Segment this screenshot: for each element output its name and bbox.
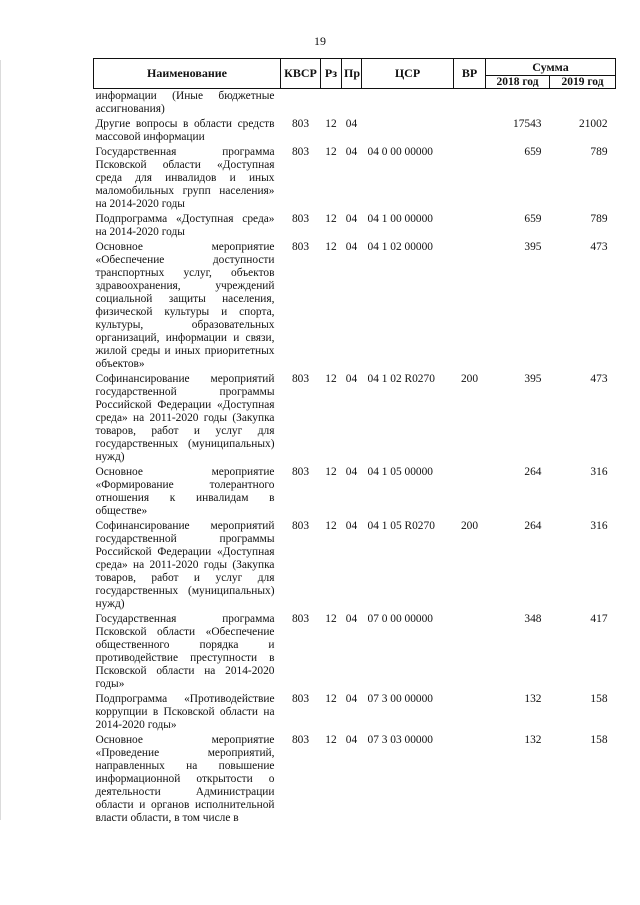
row-pr bbox=[342, 89, 362, 118]
table-row bbox=[94, 212, 616, 240]
row-rz: 12 bbox=[325, 613, 337, 625]
row-kvsr: 803 bbox=[291, 373, 310, 385]
table-row bbox=[94, 519, 616, 612]
row-name: Основное мероприятие «Формирование толерантного отношения к инвалидам в обществе» bbox=[95, 466, 275, 517]
row-vr bbox=[454, 465, 486, 519]
row-sum-2018: 264 bbox=[524, 466, 542, 478]
row-sum-2018: 132 bbox=[524, 693, 542, 705]
row-pr: 04 bbox=[345, 146, 358, 158]
header-rz: Рз bbox=[321, 59, 342, 89]
row-csr: 07 3 00 00000 bbox=[367, 693, 433, 705]
row-vr bbox=[454, 89, 486, 118]
table-row bbox=[94, 117, 616, 145]
row-kvsr: 803 bbox=[291, 693, 310, 705]
table-row bbox=[94, 372, 616, 465]
row-pr: 04 bbox=[345, 213, 358, 225]
row-sum-2018: 348 bbox=[524, 613, 542, 625]
table-header bbox=[94, 59, 616, 89]
row-name: Государственная программа Псковской области «Доступная среда для инвалидов и иных маломобильных групп населения» на 2014-2020 годы bbox=[95, 146, 275, 210]
row-sum-2019: 473 bbox=[590, 373, 608, 385]
row-vr bbox=[454, 212, 486, 240]
row-vr bbox=[454, 240, 486, 372]
header-vr: ВР bbox=[454, 59, 486, 89]
table-row bbox=[94, 145, 616, 212]
row-rz: 12 bbox=[325, 213, 337, 225]
row-sum-2019: 158 bbox=[590, 734, 608, 746]
row-pr: 04 bbox=[345, 466, 358, 478]
header-year-2019: 2019 год bbox=[550, 76, 616, 89]
row-kvsr: 803 bbox=[291, 520, 310, 532]
row-csr: 04 1 02 00000 bbox=[367, 241, 433, 253]
row-name: Софинансирование мероприятий государственной программы Российской Федерации «Доступная среда» на 2011-2020 годы (Закупка товаров, работ и услуг для государственных (муниципальных) нужд) bbox=[95, 373, 275, 463]
table-row bbox=[94, 733, 616, 826]
row-sum-2019: 417 bbox=[590, 613, 608, 625]
row-sum-2019: 316 bbox=[590, 520, 608, 532]
row-kvsr: 803 bbox=[291, 613, 310, 625]
table-row bbox=[94, 612, 616, 692]
row-csr: 04 1 05 00000 bbox=[367, 466, 433, 478]
row-kvsr bbox=[281, 89, 321, 118]
row-pr: 04 bbox=[345, 373, 358, 385]
table-row bbox=[94, 240, 616, 372]
row-name: Другие вопросы в области средств массовой информации bbox=[95, 118, 275, 143]
row-csr: 04 0 00 00000 bbox=[367, 146, 433, 158]
page-number: 19 bbox=[314, 34, 326, 48]
header-name: Наименование bbox=[94, 59, 281, 89]
table-row bbox=[94, 465, 616, 519]
row-vr bbox=[454, 733, 486, 826]
row-rz: 12 bbox=[325, 466, 337, 478]
row-vr: 200 bbox=[460, 520, 479, 532]
row-rz: 12 bbox=[325, 373, 337, 385]
header-csr: ЦСР bbox=[362, 59, 454, 89]
header-sum: Сумма bbox=[486, 59, 616, 76]
row-rz: 12 bbox=[325, 118, 337, 130]
row-name: Государственная программа Псковской области «Обеспечение общественного порядка и противодействие преступности в Псковской области на 2014-2020 годы» bbox=[95, 613, 275, 690]
row-sum-2019: 789 bbox=[590, 213, 608, 225]
row-sum-2019: 789 bbox=[590, 146, 608, 158]
row-kvsr: 803 bbox=[291, 118, 310, 130]
row-rz: 12 bbox=[325, 146, 337, 158]
row-kvsr: 803 bbox=[291, 213, 310, 225]
row-kvsr: 803 bbox=[291, 734, 310, 746]
row-sum-2018: 659 bbox=[524, 213, 542, 225]
row-pr: 04 bbox=[345, 693, 358, 705]
row-sum-2019: 316 bbox=[590, 466, 608, 478]
row-name: Подпрограмма «Доступная среда» на 2014-2020 годы bbox=[95, 213, 275, 238]
row-pr: 04 bbox=[345, 118, 358, 130]
row-sum-2018: 395 bbox=[524, 373, 542, 385]
row-rz: 12 bbox=[325, 241, 337, 253]
row-pr: 04 bbox=[345, 520, 358, 532]
row-csr: 04 1 02 R0270 bbox=[367, 373, 435, 385]
row-sum-2018 bbox=[486, 89, 550, 118]
row-kvsr: 803 bbox=[291, 146, 310, 158]
header-year-2018: 2018 год bbox=[486, 76, 550, 89]
row-name: Софинансирование мероприятий государственной программы Российской Федерации «Доступная среда» на 2011-2020 годы (Закупка товаров, работ и услуг для государственных (муниципальных) нужд) bbox=[95, 520, 275, 610]
row-sum-2019: 158 bbox=[590, 693, 608, 705]
row-vr bbox=[454, 692, 486, 733]
row-rz: 12 bbox=[325, 693, 337, 705]
row-csr: 04 1 00 00000 bbox=[367, 213, 433, 225]
row-vr bbox=[454, 145, 486, 212]
row-pr: 04 bbox=[345, 241, 358, 253]
row-pr: 04 bbox=[345, 734, 358, 746]
header-kvsr: КВСР bbox=[281, 59, 321, 89]
header-pr: Пр bbox=[342, 59, 362, 89]
row-rz: 12 bbox=[325, 734, 337, 746]
row-kvsr: 803 bbox=[291, 466, 310, 478]
budget-table bbox=[93, 58, 616, 826]
row-pr: 04 bbox=[345, 613, 358, 625]
row-sum-2019 bbox=[550, 89, 616, 118]
row-kvsr: 803 bbox=[291, 241, 310, 253]
table-body bbox=[94, 89, 616, 827]
row-vr bbox=[454, 117, 486, 145]
row-sum-2018: 395 bbox=[524, 241, 542, 253]
table-row bbox=[94, 89, 616, 118]
row-name: Подпрограмма «Противодействие коррупции в Псковской области на 2014-2020 годы» bbox=[95, 693, 275, 731]
row-sum-2018: 659 bbox=[524, 146, 542, 158]
row-csr bbox=[362, 117, 454, 145]
row-vr bbox=[454, 612, 486, 692]
row-vr: 200 bbox=[460, 373, 479, 385]
row-csr bbox=[362, 89, 454, 118]
row-sum-2018: 264 bbox=[524, 520, 542, 532]
row-sum-2019: 473 bbox=[590, 241, 608, 253]
row-csr: 04 1 05 R0270 bbox=[367, 520, 435, 532]
row-csr: 07 0 00 00000 bbox=[367, 613, 433, 625]
row-sum-2018: 132 bbox=[524, 734, 542, 746]
scan-edge-mark bbox=[0, 60, 1, 820]
row-name: Основное мероприятие «Обеспечение доступности транспортных услуг, объектов здравоохранения, учреждений социальной защиты населения, физической культуры и спорта, культуры, образовательных организаций, информации и связи, жилой среды и иных приоритетных объектов» bbox=[95, 241, 275, 370]
row-rz bbox=[321, 89, 342, 118]
row-rz: 12 bbox=[325, 520, 337, 532]
table-row bbox=[94, 692, 616, 733]
row-sum-2019: 21002 bbox=[579, 118, 608, 130]
row-sum-2018: 17543 bbox=[513, 118, 542, 130]
row-csr: 07 3 03 00000 bbox=[367, 734, 433, 746]
row-name: информации (Иные бюджетные ассигнования) bbox=[95, 90, 275, 115]
row-name: Основное мероприятие «Проведение мероприятий, направленных на повышение информационной открытости о деятельности Администрации области и органов исполнительной власти области, в том числе в bbox=[95, 734, 275, 824]
